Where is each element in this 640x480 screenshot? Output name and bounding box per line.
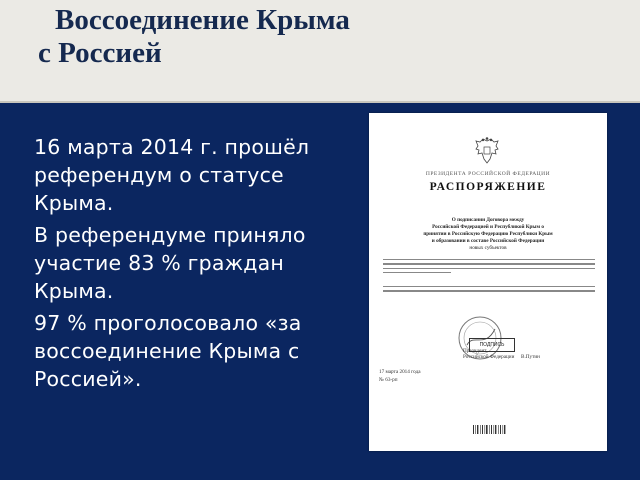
barcode-icon xyxy=(473,425,507,437)
slide-title-line1: Воссоединение Крыма xyxy=(55,4,350,36)
document-about-line: О подписании Договора между xyxy=(451,217,525,223)
document-date: 17 марта 2014 года xyxy=(379,369,421,375)
bullet-item-referendum: 16 марта 2014 г. прошёл референдум о статусе Крыма. xyxy=(34,135,310,215)
slide-title xyxy=(38,4,518,70)
decree-document-image xyxy=(369,113,607,451)
document-paragraph-1 xyxy=(383,259,595,276)
document-about-line: и образовании в составе Российской Федерации xyxy=(431,238,545,244)
document-kind: РАСПОРЯЖЕНИЕ xyxy=(429,181,547,193)
signer-position-2: Российской Федерации xyxy=(463,354,515,360)
document-issuer: ПРЕЗИДЕНТА РОССИЙСКОЙ ФЕДЕРАЦИИ xyxy=(425,171,551,177)
bullet-item-turnout: В референдуме приняло участие 83 % граждан Крыма. xyxy=(34,223,306,303)
document-paragraph-2 xyxy=(383,286,595,295)
signer-position-1: Президент xyxy=(463,348,487,354)
document-about-line: Российской Федерацией и Республикой Крым о xyxy=(432,224,544,230)
coat-of-arms-icon xyxy=(474,137,500,167)
bullet-item-result: 97 % проголосовало «за воссоединение Крыма с Россией». xyxy=(34,311,302,391)
document-about-line: принятии в Российскую Федерацию Республики Крым xyxy=(423,231,553,237)
document-about xyxy=(369,217,607,252)
document-number: № 63-рп xyxy=(379,377,398,383)
slide-title-line2: с Россией xyxy=(38,37,162,69)
signer-name: В.Путин xyxy=(521,354,540,360)
slide-header xyxy=(0,0,640,103)
document-about-line: новых субъектов xyxy=(469,245,507,251)
bullet-list xyxy=(34,133,344,397)
signature-stamp: ПОДПИСЬ xyxy=(469,338,515,352)
